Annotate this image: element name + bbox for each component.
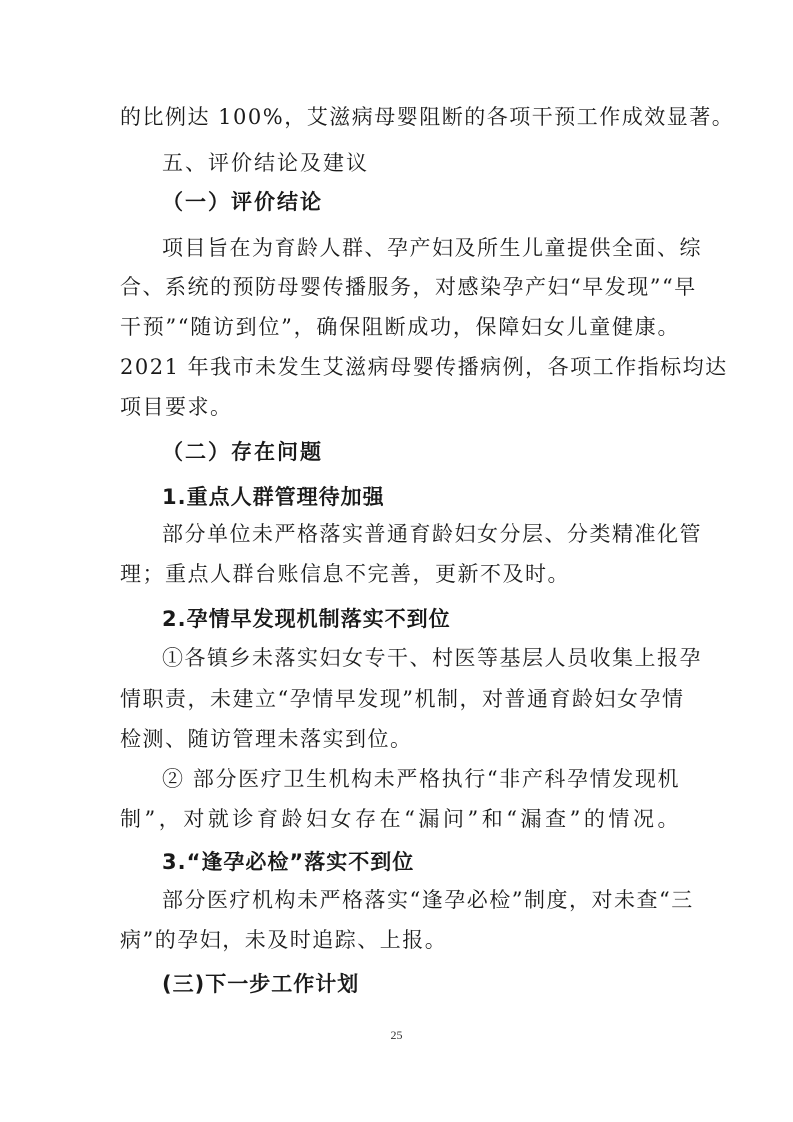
paragraph-line: 制”，对就诊育龄妇女存在“漏问”和“漏查”的情况。 bbox=[120, 807, 680, 831]
page-number: 25 bbox=[390, 1028, 403, 1042]
paragraph-line: 的比例达 100%，艾滋病母婴阻断的各项干预工作成效显著。 bbox=[120, 105, 735, 129]
issue-heading-3: 3.“逢孕必检”落实不到位 bbox=[162, 850, 415, 874]
paragraph-line: 干预”“随访到位”，确保阻断成功，保障妇女儿童健康。 bbox=[120, 315, 680, 339]
paragraph-line: 合、系统的预防母婴传播服务，对感染孕产妇“早发现”“早 bbox=[120, 275, 697, 299]
paragraph-line: 部分单位未严格落实普通育龄妇女分层、分类精准化管 bbox=[162, 522, 702, 546]
paragraph-line: 病”的孕妇，未及时追踪、上报。 bbox=[120, 928, 448, 952]
paragraph-line: ①各镇乡未落实妇女专干、村医等基层人员收集上报孕 bbox=[162, 646, 702, 670]
paragraph-line: ② 部分医疗卫生机构未严格执行“非产科孕情发现机 bbox=[162, 767, 680, 791]
section-heading-5: 五、评价结论及建议 bbox=[162, 151, 369, 175]
paragraph-line: 部分医疗机构未严格落实“逢孕必检”制度，对未查“三 bbox=[162, 888, 694, 912]
paragraph-line: 项目旨在为育龄人群、孕产妇及所生儿童提供全面、综 bbox=[162, 236, 702, 260]
paragraph-line: 理；重点人群台账信息不完善，更新不及时。 bbox=[120, 562, 570, 586]
issue-heading-1: 1.重点人群管理待加强 bbox=[162, 485, 385, 509]
paragraph-line: 项目要求。 bbox=[120, 395, 233, 419]
subsection-heading-3: (三)下一步工作计划 bbox=[162, 972, 360, 996]
subsection-heading-2: （二）存在问题 bbox=[162, 440, 323, 464]
issue-heading-2: 2.孕情早发现机制落实不到位 bbox=[162, 607, 451, 631]
subsection-heading-1: （一）评价结论 bbox=[162, 190, 323, 214]
paragraph-line: 2021 年我市未发生艾滋病母婴传播病例，各项工作指标均达 bbox=[120, 355, 728, 379]
paragraph-line: 情职责，未建立“孕情早发现”机制，对普通育龄妇女孕情 bbox=[120, 687, 685, 711]
paragraph-line: 检测、随访管理未落实到位。 bbox=[120, 727, 413, 751]
